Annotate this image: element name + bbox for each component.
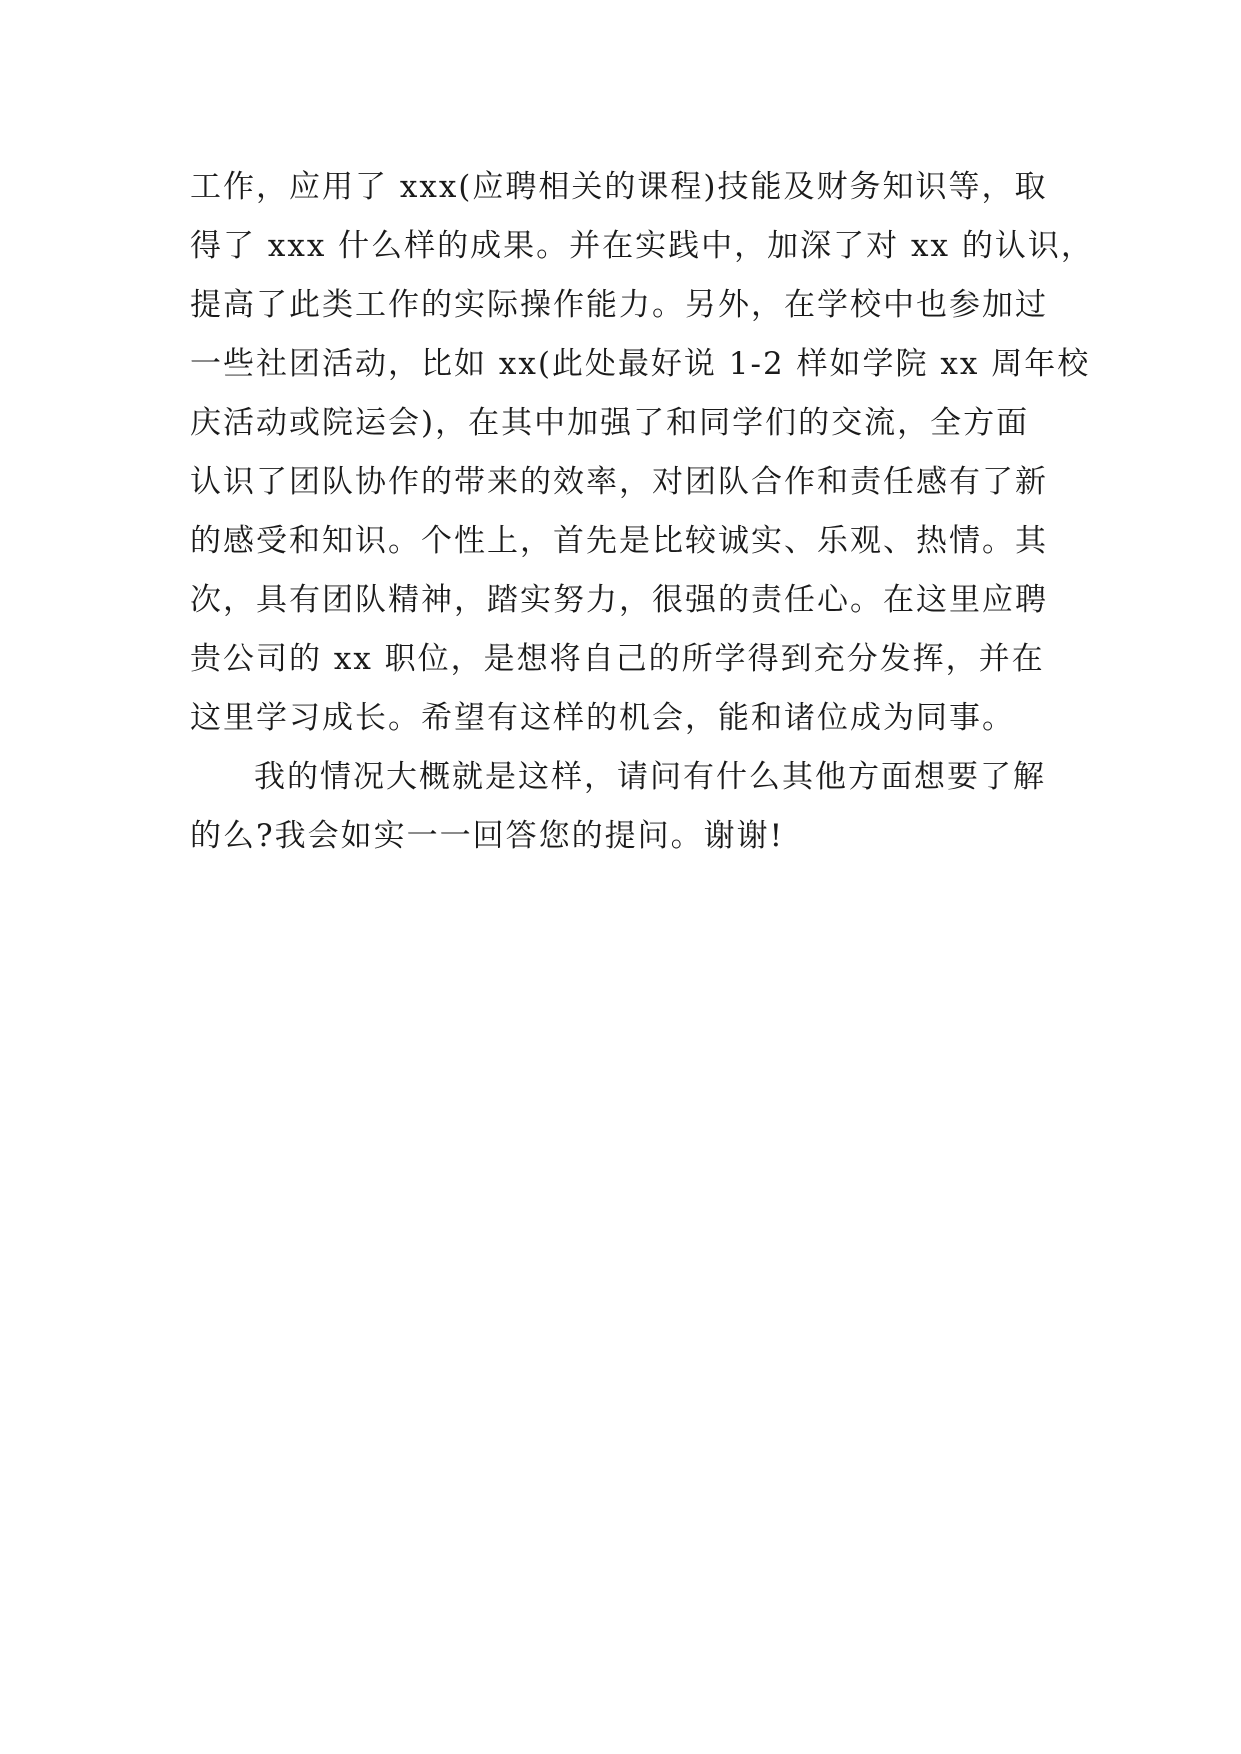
paragraph-line: 工作，应用了 xxx(应聘相关的课程)技能及财务知识等，取 xyxy=(190,169,1048,205)
paragraph-line: 贵公司的 xx 职位，是想将自己的所学得到充分发挥，并在 xyxy=(190,641,1045,677)
paragraph-line: 的么?我会如实一一回答您的提问。谢谢! xyxy=(190,818,785,854)
paragraph-line: 次，具有团队精神，踏实努力，很强的责任心。在这里应聘 xyxy=(190,582,1048,618)
paragraph-line: 提高了此类工作的实际操作能力。另外，在学校中也参加过 xyxy=(190,287,1048,323)
paragraph-2 xyxy=(190,748,1070,866)
paragraph-line: 庆活动或院运会)，在其中加强了和同学们的交流，全方面 xyxy=(190,405,1030,441)
document-body xyxy=(190,158,1094,866)
paragraph-1 xyxy=(190,158,1094,748)
paragraph-line: 这里学习成长。希望有这样的机会，能和诸位成为同事。 xyxy=(190,700,1015,736)
paragraph-line: 一些社团活动，比如 xx(此处最好说 1-2 样如学院 xx 周年校 xyxy=(190,346,1091,382)
paragraph-line: 的感受和知识。个性上，首先是比较诚实、乐观、热情。其 xyxy=(190,523,1048,559)
paragraph-line: 得了 xxx 什么样的成果。并在实践中，加深了对 xx 的认识， xyxy=(190,228,1094,264)
paragraph-line: 认识了团队协作的带来的效率，对团队合作和责任感有了新 xyxy=(190,464,1048,500)
paragraph-line: 我的情况大概就是这样，请问有什么其他方面想要了解 xyxy=(254,759,1046,795)
